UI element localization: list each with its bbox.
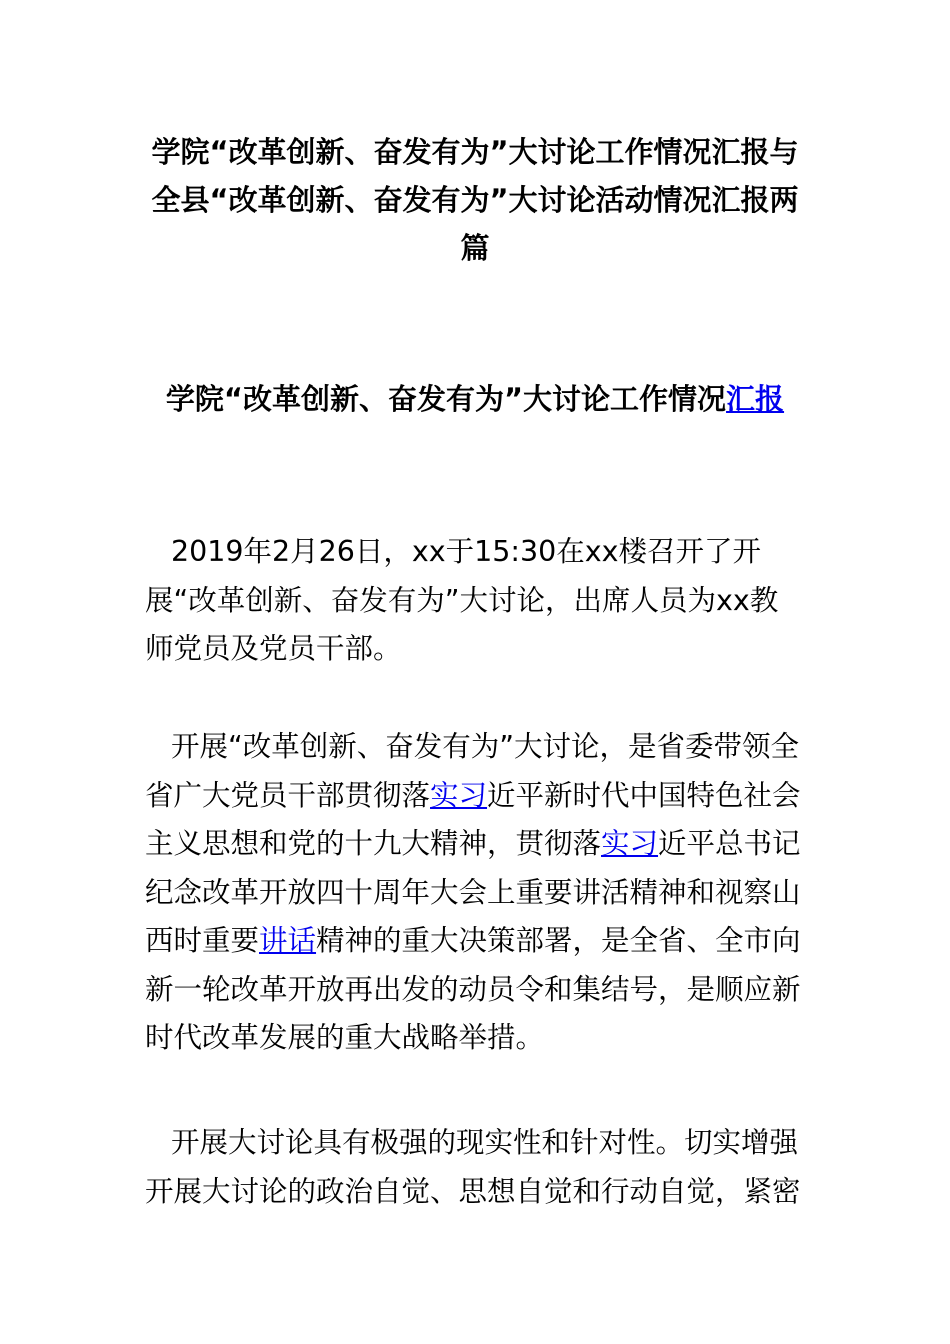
paragraph-line: 时代改革发展的重大战略举措。 — [145, 1021, 545, 1054]
paragraph-significance — [145, 723, 825, 1063]
paragraph-meeting-info — [145, 528, 825, 674]
paragraph-text: 近平总书记 — [658, 827, 801, 860]
document-title-line: 全县“改革创新、奋发有为”大讨论活动情况汇报两 — [151, 183, 799, 217]
speech-link[interactable]: 讲话 — [259, 924, 317, 957]
section-title — [100, 375, 850, 423]
paragraph-text: 近平新时代中国特色社会 — [487, 778, 801, 812]
paragraph-line: 纪念改革开放四十周年大会上重要讲活精神和视察山 — [145, 875, 801, 909]
section-title-text: 学院“改革创新、奋发有为”大讨论工作情况 — [165, 382, 727, 416]
paragraph-line: 新一轮改革开放再出发的动员令和集结号，是顺应新 — [145, 972, 801, 1006]
paragraph-line — [145, 820, 825, 869]
paragraph-line: 开展大讨论具有极强的现实性和针对性。切实增强 — [171, 1126, 799, 1159]
document-title-line: 学院“改革创新、奋发有为”大讨论工作情况汇报与 — [151, 135, 799, 169]
paragraph-text: 省广大党员干部贯彻落 — [145, 778, 431, 812]
paragraph-line — [145, 772, 825, 821]
document-title — [120, 128, 830, 272]
paragraph-line: 开展大讨论的政治自觉、思想自觉和行动自觉，紧密 — [145, 1174, 801, 1208]
paragraph-line — [145, 917, 825, 966]
paragraph-text: 精神的重大决策部署，是全省、全市向 — [316, 924, 801, 957]
document-title-line: 篇 — [460, 231, 490, 265]
paragraph-line: 2019年2月26日，xx于15:30在xx楼召开了开 — [171, 535, 762, 568]
paragraph-line: 开展“改革创新、奋发有为”大讨论，是省委带领全 — [171, 730, 800, 763]
report-link[interactable]: 汇报 — [726, 382, 785, 416]
paragraph-line: 展“改革创新、奋发有为”大讨论，出席人员为xx教 — [145, 583, 779, 617]
study-link[interactable]: 实习 — [601, 827, 659, 860]
paragraph-relevance — [145, 1119, 825, 1216]
paragraph-text: 主义思想和党的十九大精神，贯彻落 — [145, 827, 602, 860]
paragraph-text: 西时重要 — [145, 924, 260, 957]
study-link[interactable]: 实习 — [430, 778, 488, 812]
paragraph-line: 师党员及党员干部。 — [145, 632, 402, 665]
